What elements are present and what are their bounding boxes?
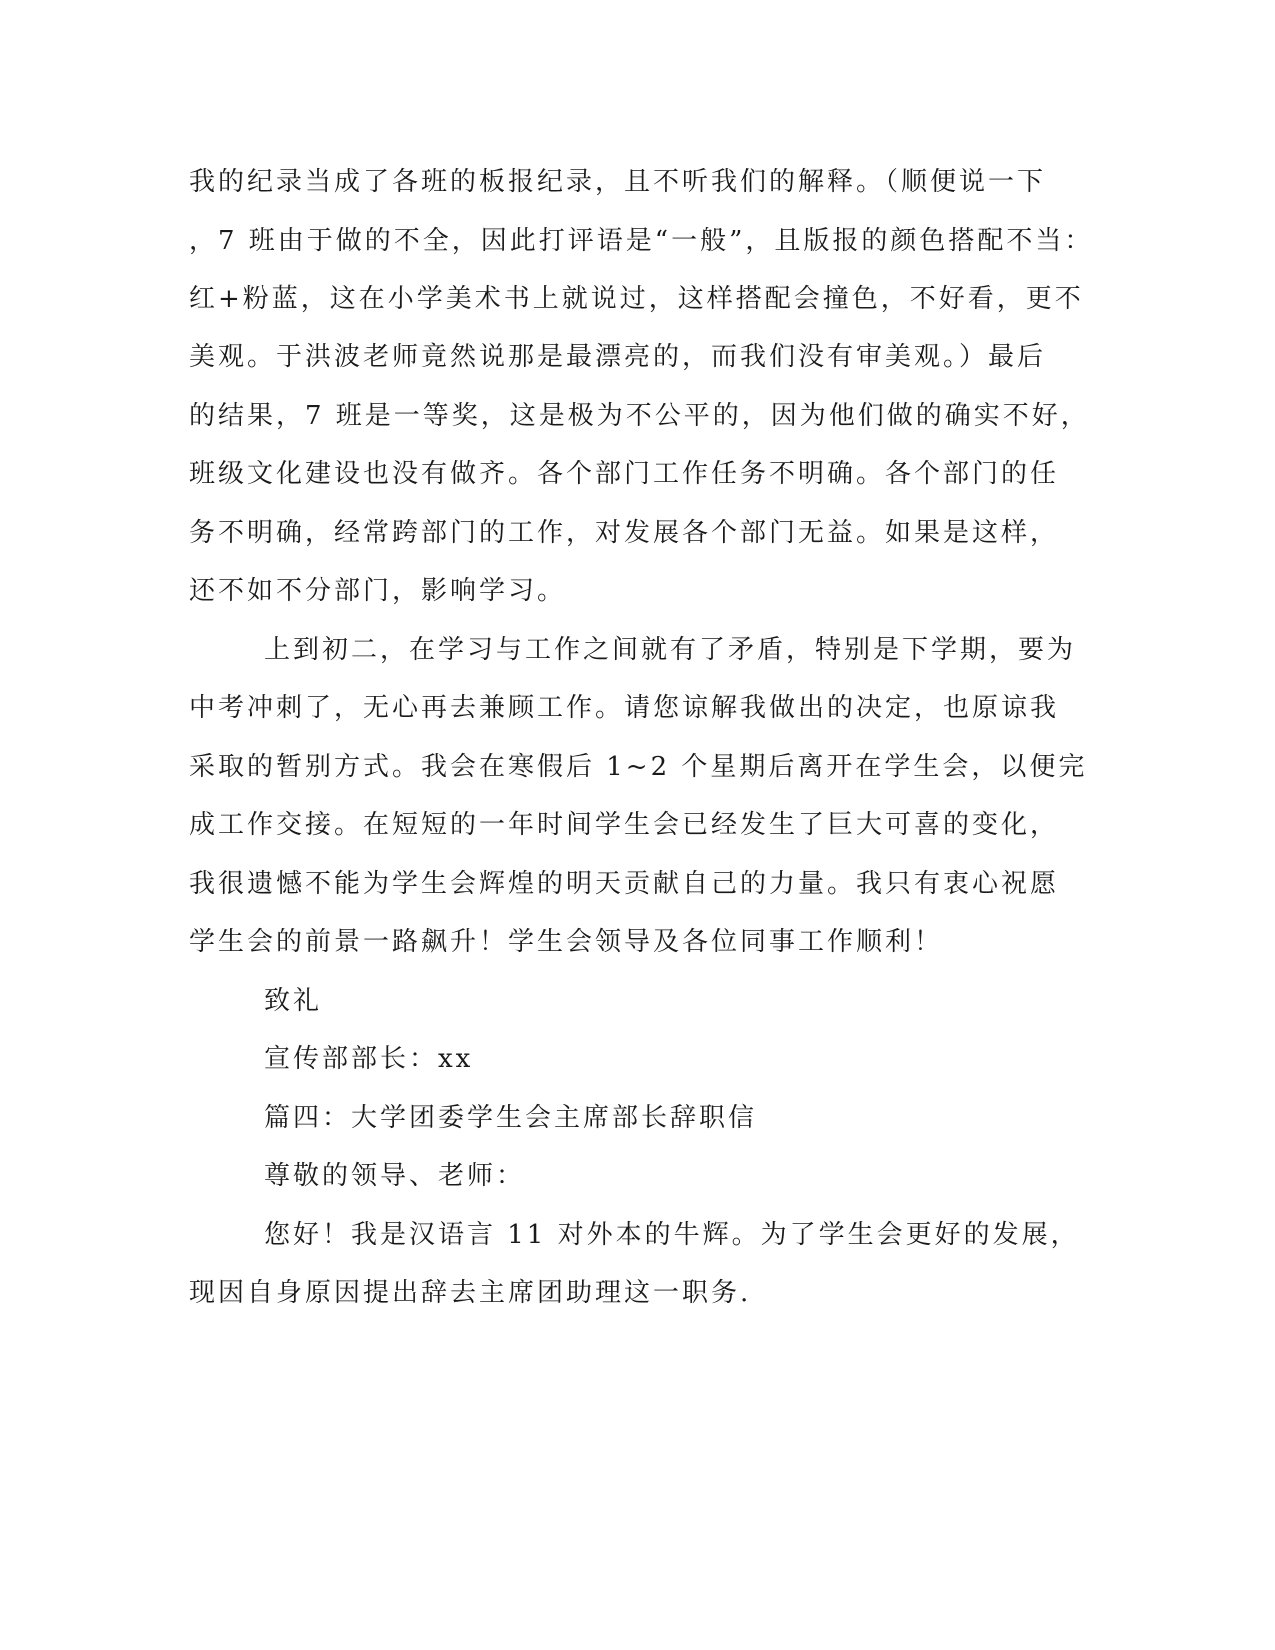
greeting-line: 尊敬的领导、老师： xyxy=(264,1161,526,1191)
closing-salutation: 致礼 xyxy=(264,986,323,1016)
signature-line: 宣传部部长：xx xyxy=(264,1044,474,1074)
text-line: ，7 班由于做的不全，因此打评语是“一般”，且版报的颜色搭配不当： xyxy=(189,226,1094,256)
text-line: 中考冲刺了，无心再去兼顾工作。请您谅解我做出的决定，也原谅我 xyxy=(189,693,1060,723)
text-line: 我的纪录当成了各班的板报纪录，且不听我们的解释。（顺便说一下 xyxy=(189,167,1047,197)
text-line: 成工作交接。在短短的一年时间学生会已经发生了巨大可喜的变化， xyxy=(189,810,1060,840)
text-line: 采取的暂别方式。我会在寒假后 1~2 个星期后离开在学生会，以便完 xyxy=(189,752,1088,782)
text-line: 学生会的前景一路飙升！学生会领导及各位同事工作顺利！ xyxy=(189,927,944,957)
text-line: 班级文化建设也没有做齐。各个部门工作任务不明确。各个部门的任 xyxy=(189,459,1060,489)
text-line: 现因自身原因提出辞去主席团助理这一职务. xyxy=(189,1278,752,1308)
paragraph-start-line: 上到初二，在学习与工作之间就有了矛盾，特别是下学期，要为 xyxy=(264,635,1077,665)
text-line: 美观。于洪波老师竟然说那是最漂亮的，而我们没有审美观。）最后 xyxy=(189,342,1047,372)
paragraph-start-line: 您好！我是汉语言 11 对外本的牛辉。为了学生会更好的发展， xyxy=(264,1220,1080,1250)
section-heading: 篇四：大学团委学生会主席部长辞职信 xyxy=(264,1103,758,1133)
text-line: 的结果，7 班是一等奖，这是极为不公平的，因为他们做的确实不好， xyxy=(189,401,1090,431)
text-line: 我很遗憾不能为学生会辉煌的明天贡献自己的力量。我只有衷心祝愿 xyxy=(189,869,1060,899)
text-line: 务不明确，经常跨部门的工作，对发展各个部门无益。如果是这样， xyxy=(189,518,1060,548)
text-line: 还不如不分部门，影响学习。 xyxy=(189,576,567,606)
text-line: 红+粉蓝，这在小学美术书上就说过，这样搭配会撞色，不好看，更不 xyxy=(189,284,1084,314)
